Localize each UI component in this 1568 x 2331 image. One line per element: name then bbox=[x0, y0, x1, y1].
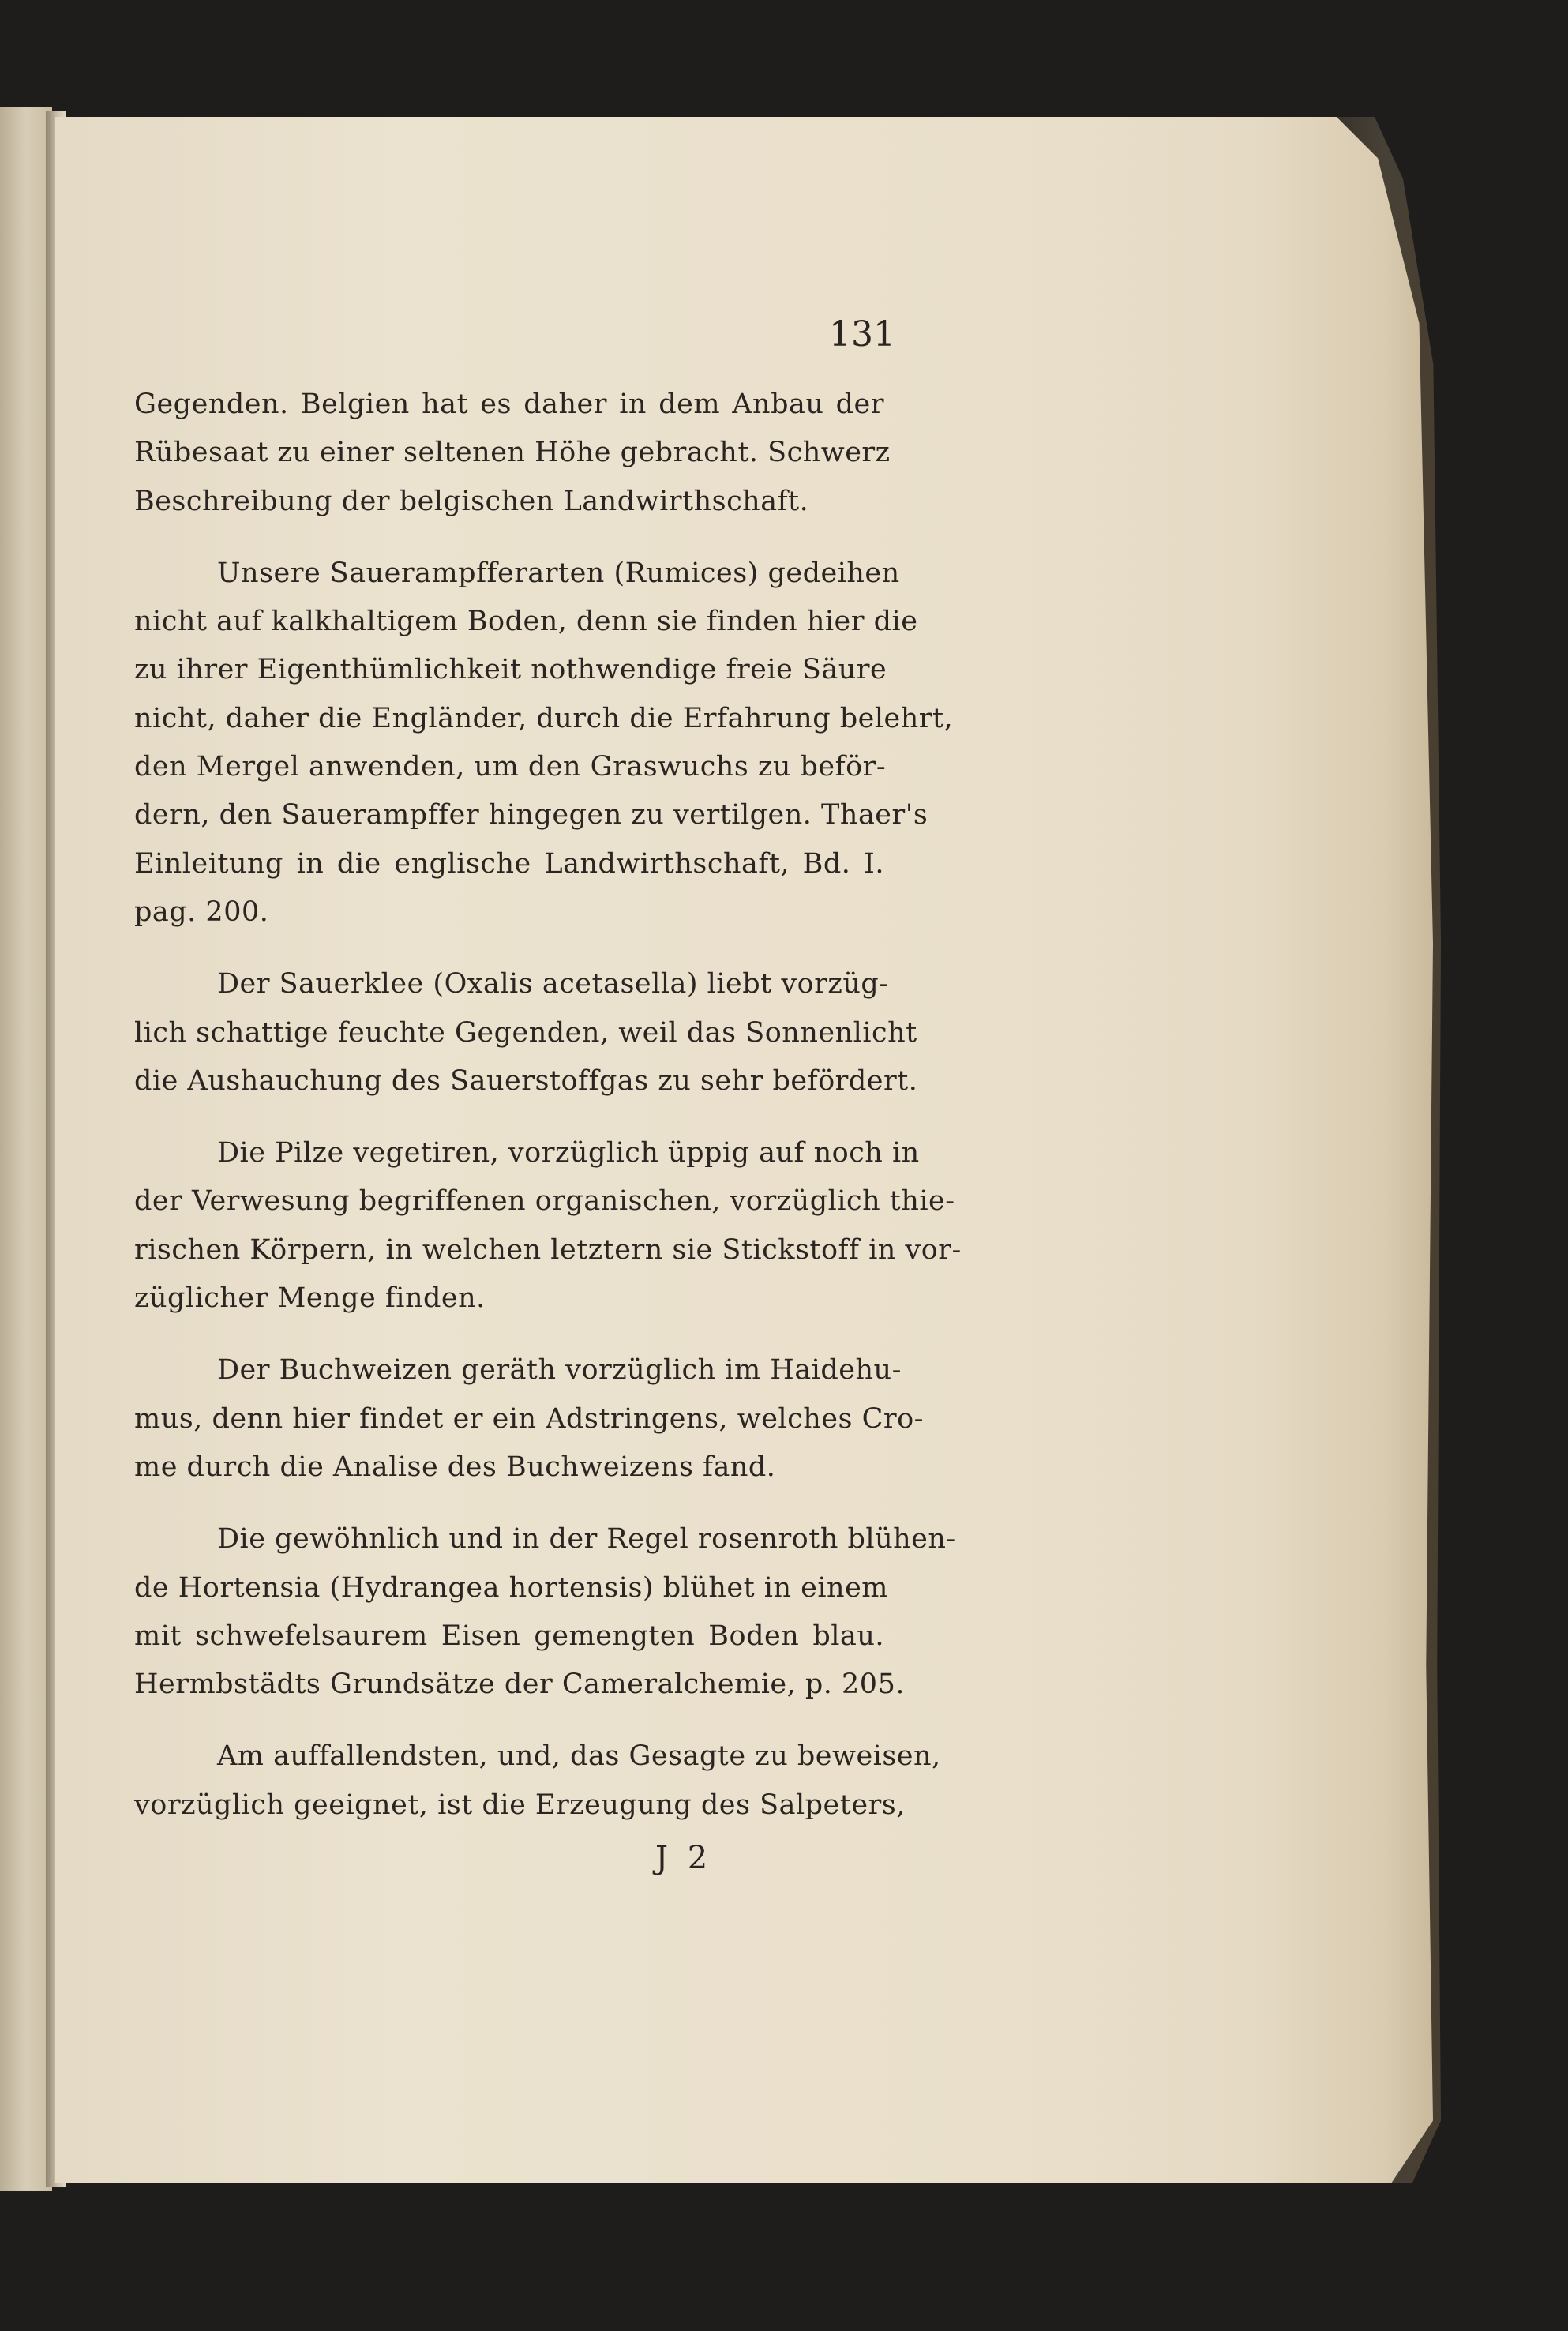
text-line: mit schwefelsaurem Eisen gemengten Boden blau. bbox=[134, 1620, 884, 1652]
text-line: vorzüglich geeignet, ist die Erzeugung des Salpeters, bbox=[134, 1789, 906, 1821]
text-line: dern, den Sauerampffer hingegen zu vertilgen. Thaer's bbox=[134, 799, 928, 831]
text-line: die Aushauchung des Sauerstoffgas zu sehr befördert. bbox=[134, 1064, 918, 1097]
text-line: Einleitung in die englische Landwirthschaft, Bd. I. bbox=[134, 847, 884, 880]
text-line: Der Buchweizen geräth vorzüglich im Haidehu- bbox=[217, 1354, 902, 1387]
text-line: mus, denn hier findet er ein Adstringens, welches Cro- bbox=[134, 1402, 924, 1435]
paragraph bbox=[134, 381, 891, 526]
paragraph bbox=[134, 1346, 924, 1492]
text-line: pag. 200. bbox=[134, 895, 269, 928]
text-line: nicht, daher die Engländer, durch die Erfahrung belehrt, bbox=[134, 702, 954, 734]
text-line: lich schattige feuchte Gegenden, weil das Sonnenlicht bbox=[134, 1016, 917, 1049]
text-line: der Verwesung begriffenen organischen, vorzüglich thie- bbox=[134, 1185, 955, 1218]
text-line: zu ihrer Eigenthümlichkeit nothwendige freie Säure bbox=[134, 654, 887, 686]
left-page-edge bbox=[0, 107, 52, 2191]
text-line: Rübesaat zu einer seltenen Höhe gebracht. Schwerz bbox=[134, 437, 891, 469]
text-line: züglicher Menge finden. bbox=[134, 1282, 486, 1315]
text-line: de Hortensia (Hydrangea hortensis) blühet in einem bbox=[134, 1571, 888, 1604]
text-line: Die Pilze vegetiren, vorzüglich üppig auf noch in bbox=[217, 1137, 920, 1169]
paragraph bbox=[134, 1129, 962, 1323]
paragraph bbox=[134, 1732, 941, 1830]
page-number: 131 bbox=[829, 314, 895, 355]
text-line: Der Sauerklee (Oxalis acetasella) liebt vorzüg- bbox=[217, 968, 889, 1000]
text-line: nicht auf kalkhaltigem Boden, denn sie finden hier die bbox=[134, 606, 918, 638]
text-line: Hermbstädts Grundsätze der Cameralchemie, p. 205. bbox=[134, 1668, 905, 1701]
text-line: den Mergel anwenden, um den Graswuchs zu beför- bbox=[134, 751, 887, 783]
paragraph bbox=[134, 960, 918, 1105]
printer-signature-mark: J 2 bbox=[655, 1840, 713, 1876]
text-line: rischen Körpern, in welchen letztern sie Stickstoff in vor- bbox=[134, 1233, 962, 1266]
text-line: Am auffallendsten, und, das Gesagte zu beweisen, bbox=[217, 1740, 941, 1773]
paragraph bbox=[134, 550, 954, 937]
paragraph bbox=[134, 1515, 956, 1709]
text-line: Beschreibung der belgischen Landwirthschaft. bbox=[134, 485, 809, 517]
body-text bbox=[134, 381, 962, 1830]
text-line: Gegenden. Belgien hat es daher in dem Anbau der bbox=[134, 388, 884, 420]
text-line: me durch die Analise des Buchweizens fand. bbox=[134, 1451, 776, 1483]
text-line: Die gewöhnlich und in der Regel rosenroth blühen- bbox=[217, 1523, 956, 1556]
text-line: Unsere Sauerampfferarten (Rumices) gedeihen bbox=[217, 557, 900, 589]
